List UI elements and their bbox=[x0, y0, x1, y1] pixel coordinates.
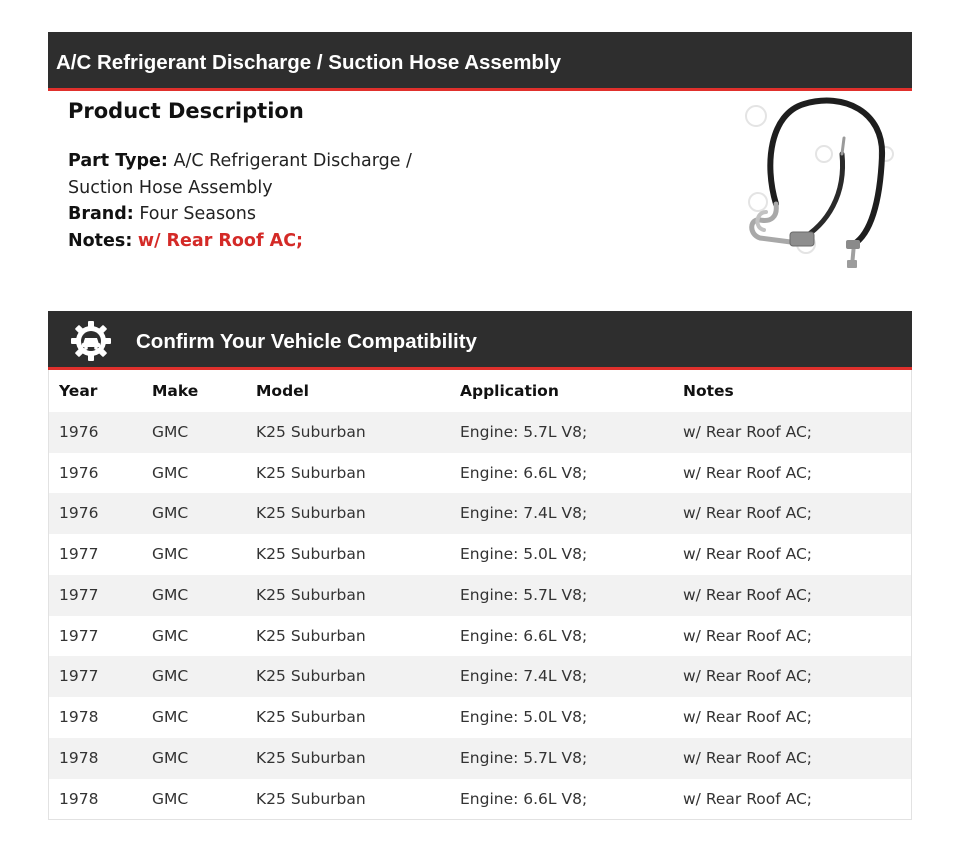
cell-year: 1978 bbox=[59, 708, 99, 726]
cell-make: GMC bbox=[152, 423, 189, 441]
cell-model: K25 Suburban bbox=[256, 708, 366, 726]
brand-value: Four Seasons bbox=[139, 204, 256, 224]
brand-line bbox=[68, 201, 628, 228]
cell-notes: w/ Rear Roof AC; bbox=[683, 545, 813, 563]
table-row bbox=[49, 779, 911, 820]
cell-year: 1978 bbox=[59, 749, 99, 767]
cell-application: Engine: 5.7L V8; bbox=[460, 423, 588, 441]
cell-year: 1977 bbox=[59, 545, 99, 563]
cell-application: Engine: 7.4L V8; bbox=[460, 504, 588, 522]
cell-make: GMC bbox=[152, 667, 189, 685]
compatibility-table bbox=[48, 370, 912, 820]
cell-application: Engine: 6.6L V8; bbox=[460, 464, 588, 482]
cell-model: K25 Suburban bbox=[256, 423, 366, 441]
cell-year: 1978 bbox=[59, 790, 99, 808]
cell-notes: w/ Rear Roof AC; bbox=[683, 667, 813, 685]
table-header bbox=[49, 371, 911, 412]
cell-make: GMC bbox=[152, 708, 189, 726]
cell-application: Engine: 6.6L V8; bbox=[460, 627, 588, 645]
cell-make: GMC bbox=[152, 790, 189, 808]
table-row bbox=[49, 656, 911, 697]
part-type-line-2 bbox=[68, 175, 628, 202]
cell-model: K25 Suburban bbox=[256, 586, 366, 604]
cell-make: GMC bbox=[152, 504, 189, 522]
col-year: Year bbox=[59, 382, 98, 400]
cell-make: GMC bbox=[152, 464, 189, 482]
part-type-value-2: Suction Hose Assembly bbox=[68, 177, 273, 198]
cell-application: Engine: 5.7L V8; bbox=[460, 586, 588, 604]
cell-year: 1976 bbox=[59, 504, 99, 522]
description-heading: Product Description bbox=[68, 99, 304, 123]
cell-model: K25 Suburban bbox=[256, 627, 366, 645]
part-type-line bbox=[68, 148, 628, 175]
notes-label: Notes: bbox=[68, 230, 133, 251]
compatibility-title: Confirm Your Vehicle Compatibility bbox=[136, 330, 477, 353]
cell-year: 1976 bbox=[59, 423, 99, 441]
ac-hose-assembly-image bbox=[736, 94, 896, 276]
table-row bbox=[49, 616, 911, 657]
compatibility-bar bbox=[48, 311, 912, 370]
notes-line bbox=[68, 228, 628, 255]
part-type-value-1: A/C Refrigerant Discharge / bbox=[173, 151, 412, 171]
cell-make: GMC bbox=[152, 545, 189, 563]
cell-notes: w/ Rear Roof AC; bbox=[683, 586, 813, 604]
cell-application: Engine: 5.0L V8; bbox=[460, 545, 588, 563]
cell-model: K25 Suburban bbox=[256, 464, 366, 482]
col-application: Application bbox=[460, 382, 559, 400]
cell-application: Engine: 5.0L V8; bbox=[460, 708, 588, 726]
col-notes: Notes bbox=[683, 382, 734, 400]
cell-notes: w/ Rear Roof AC; bbox=[683, 749, 813, 767]
cell-notes: w/ Rear Roof AC; bbox=[683, 504, 813, 522]
notes-value: w/ Rear Roof AC; bbox=[137, 230, 304, 251]
cell-application: Engine: 6.6L V8; bbox=[460, 790, 588, 808]
table-row bbox=[49, 534, 911, 575]
product-description bbox=[68, 95, 628, 254]
part-type-label: Part Type: bbox=[68, 151, 168, 171]
table-row bbox=[49, 697, 911, 738]
cell-application: Engine: 5.7L V8; bbox=[460, 749, 588, 767]
cell-notes: w/ Rear Roof AC; bbox=[683, 790, 813, 808]
cell-make: GMC bbox=[152, 627, 189, 645]
cell-notes: w/ Rear Roof AC; bbox=[683, 423, 813, 441]
description-lines bbox=[68, 148, 628, 254]
cell-notes: w/ Rear Roof AC; bbox=[683, 627, 813, 645]
gear-car-icon bbox=[69, 319, 113, 363]
table-row bbox=[49, 738, 911, 779]
table-row bbox=[49, 412, 911, 453]
table-row bbox=[49, 453, 911, 494]
cell-model: K25 Suburban bbox=[256, 504, 366, 522]
cell-notes: w/ Rear Roof AC; bbox=[683, 464, 813, 482]
table-row bbox=[49, 575, 911, 616]
cell-year: 1976 bbox=[59, 464, 99, 482]
cell-model: K25 Suburban bbox=[256, 790, 366, 808]
cell-model: K25 Suburban bbox=[256, 545, 366, 563]
product-title: A/C Refrigerant Discharge / Suction Hose Assembly bbox=[56, 51, 562, 74]
cell-model: K25 Suburban bbox=[256, 749, 366, 767]
cell-year: 1977 bbox=[59, 667, 99, 685]
cell-notes: w/ Rear Roof AC; bbox=[683, 708, 813, 726]
cell-model: K25 Suburban bbox=[256, 667, 366, 685]
cell-make: GMC bbox=[152, 586, 189, 604]
col-make: Make bbox=[152, 382, 199, 400]
table-row bbox=[49, 493, 911, 534]
product-title-bar bbox=[48, 32, 912, 91]
cell-make: GMC bbox=[152, 749, 189, 767]
cell-year: 1977 bbox=[59, 586, 99, 604]
cell-year: 1977 bbox=[59, 627, 99, 645]
cell-application: Engine: 7.4L V8; bbox=[460, 667, 588, 685]
brand-label: Brand: bbox=[68, 204, 134, 224]
col-model: Model bbox=[256, 382, 309, 400]
